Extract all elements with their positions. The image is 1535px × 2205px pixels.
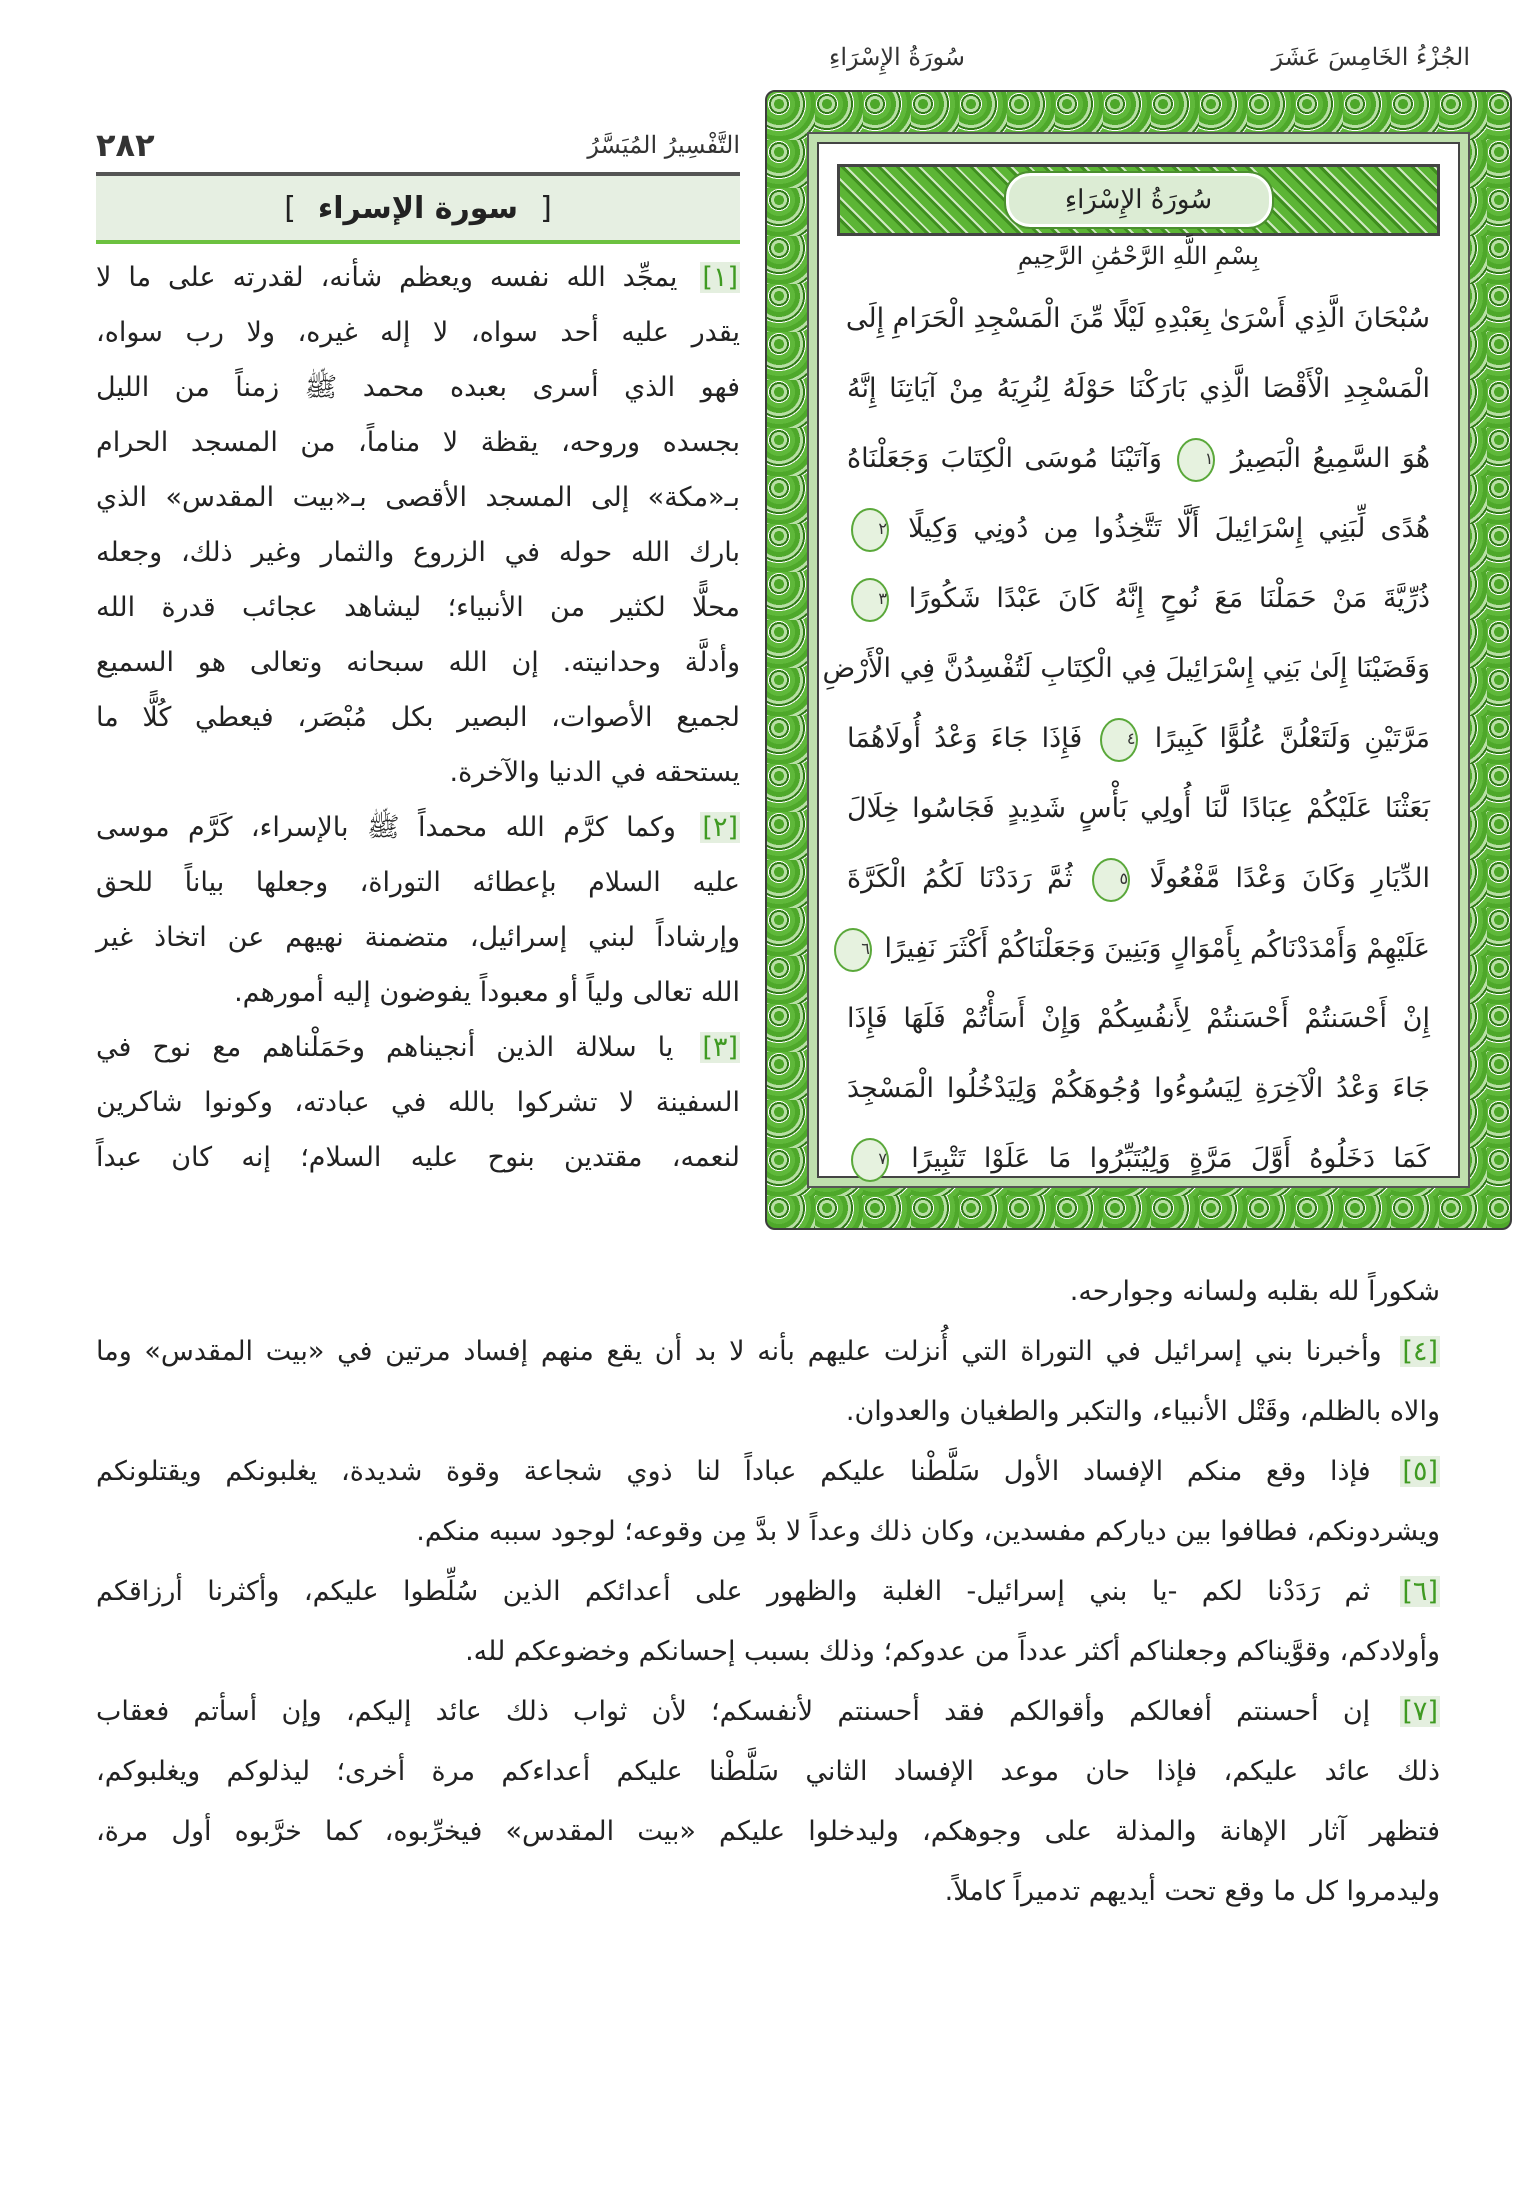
tafsir-line [96, 910, 740, 965]
tafsir-line [96, 1442, 1440, 1502]
quran-text: ثُمَّ رَدَدْنَا لَكُمُ الْكَرَّةَ [847, 863, 1073, 894]
quran-text: إِنْ أَحْسَنتُمْ أَحْسَنتُمْ لِأَنفُسِكُمْ وَإِنْ أَسَأْتُمْ فَلَهَا فَإِذَا [847, 1003, 1430, 1034]
tafsir-text: والاه بالظلم، وقَتْل الأنبياء، والتكبر والطغيان والعدوان. [845, 1396, 1440, 1427]
quran-line [847, 494, 1430, 564]
tafsir-line [96, 1562, 1440, 1622]
tafsir-text: شكوراً لله بقلبه ولسانه وجوارحه. [1069, 1276, 1440, 1307]
tafsir-line [96, 1075, 740, 1130]
quran-line [847, 914, 1430, 984]
tafsir-line [96, 580, 740, 635]
tafsir-line [96, 1622, 1440, 1682]
quran-text: فَإِذَا جَاءَ وَعْدُ أُولَاهُمَا [847, 723, 1083, 754]
tafsir-line [96, 1262, 1440, 1322]
tafsir-text: وأدلَّة وحدانيته. إن الله سبحانه وتعالى هو السميع [96, 647, 740, 678]
tafsir-line [96, 1020, 740, 1075]
tafsir-title: التَّفْسِيرُ المُيَسَّرُ [587, 131, 740, 159]
quran-text: هُوَ السَّمِيعُ الْبَصِيرُ [1230, 443, 1430, 474]
tafsir-text: فتظهر آثار الإهانة والمذلة على وجوهكم، وليدخلوا عليكم «بيت المقدس» فيخرِّبوه، كما خرَّبوه أول مرة، [96, 1816, 1440, 1847]
quran-text: مَرَّتَيْنِ وَلَتَعْلُنَّ عُلُوًّا كَبِيرًا [1154, 723, 1430, 754]
verse-number: [٢] [702, 812, 738, 843]
mushaf-page [817, 142, 1460, 1178]
quran-text: عَلَيْهِمْ وَأَمْدَدْنَاكُم بِأَمْوَالٍ وَبَنِينَ وَجَعَلْنَاكُمْ أَكْثَرَ نَفِيرًا [884, 933, 1430, 964]
verse-number: [٣] [702, 1032, 738, 1063]
basmala: بِسْمِ اللَّهِ الرَّحْمَٰنِ الرَّحِيمِ [1017, 242, 1260, 270]
quran-line [847, 354, 1430, 424]
tafsir-text: يا سلالة الذين أنجيناهم وحَمَلْناهم مع نوح في [96, 1032, 674, 1063]
tafsir-line [96, 745, 740, 800]
tafsir-line [96, 305, 740, 360]
tafsir-text: ويشردونكم، فطافوا بين دياركم مفسدين، وكان ذلك وعداً لا بدَّ مِن وقوعه؛ لوجود سببه منكم. [416, 1516, 1440, 1547]
quran-line [847, 1054, 1430, 1124]
tafsir-text: يمجِّد الله نفسه ويعظم شأنه، لقدرته على ما لا [96, 262, 678, 293]
tafsir-text: لجميع الأصوات، البصير بكل مُبْصَر، فيعطي كُلًّا ما [96, 702, 740, 733]
verse-number: [٥] [1402, 1456, 1438, 1487]
ayah-number-marker: ٢ [851, 508, 889, 552]
tafsir-text: وليدمروا كل ما وقع تحت أيديهم تدميراً كاملاً. [944, 1876, 1440, 1907]
tafsir-column [96, 250, 740, 1185]
bracket-open: [ [540, 190, 552, 226]
tafsir-text: وكما كرَّم الله محمداً ﷺ بالإسراء، كَرَّم موسى [96, 812, 676, 843]
quran-text: الدِّيَارِ وَكَانَ وَعْدًا مَّفْعُولًا [1149, 863, 1430, 894]
tafsir-text: ثم رَدَدْنا لكم -يا بني إسرائيل- الغلبة والظهور على أعدائكم الذين سُلِّطوا عليكم، وأكثرنا أرزاقكم [96, 1576, 1370, 1607]
tafsir-line [96, 1682, 1440, 1742]
ayah-number-marker: ٦ [834, 928, 872, 972]
tafsir-line [96, 635, 740, 690]
juz-header: الجُزْءُ الخَامِسَ عَشَرَ [1271, 43, 1470, 71]
surah-banner-title: سُورَةُ الإِسْرَاءِ [1006, 173, 1272, 227]
tafsir-full-width [96, 1262, 1440, 1922]
tafsir-text: ذلك عائد عليكم، فإذا حان موعد الإفساد الثاني سَلَّطْنا عليكم أعداءكم مرة أخرى؛ ليذلوكم ويغلبوكم، [96, 1756, 1440, 1787]
tafsir-text: فهو الذي أسرى بعبده محمد ﷺ زمناً من الليل [96, 372, 740, 403]
tafsir-text: بـ«مكة» إلى المسجد الأقصى بـ«بيت المقدس» الذي [96, 482, 740, 513]
page-number: ٢٨٢ [96, 126, 155, 164]
tafsir-text: الله تعالى ولياً أو معبوداً يفوضون إليه أمورهم. [234, 977, 740, 1008]
verse-number: [٤] [1402, 1336, 1438, 1367]
quran-line [822, 634, 1430, 704]
tafsir-text: بارك الله حوله في الزروع والثمار وغير ذلك، وجعله [96, 537, 740, 568]
quran-line [847, 284, 1430, 354]
quran-lines [822, 284, 1430, 1194]
verse-number: [٦] [1402, 1576, 1438, 1607]
quran-line [847, 984, 1430, 1054]
verse-number: [١] [702, 262, 738, 293]
surah-title: سورة الإسراء [317, 190, 519, 226]
quran-line [847, 844, 1430, 914]
tafsir-line [96, 1742, 1440, 1802]
tafsir-line [96, 360, 740, 415]
quran-text: هُدًى لِّبَنِي إِسْرَائِيلَ أَلَّا تَتَّخِذُوا مِن دُونِي وَكِيلًا [908, 513, 1430, 544]
tafsir-line [96, 1502, 1440, 1562]
tafsir-line [96, 1130, 740, 1185]
tafsir-text: فإذا وقع منكم الإفساد الأول سَلَّطْنا عليكم عباداً لنا ذوي شجاعة وقوة شديدة، يغلبونكم ويقتلونكم [96, 1456, 1371, 1487]
quran-line [847, 704, 1430, 774]
tafsir-line [96, 1322, 1440, 1382]
tafsir-line [96, 1862, 1440, 1922]
tafsir-line [96, 800, 740, 855]
frame-border [807, 132, 1470, 1188]
tafsir-text: يستحقه في الدنيا والآخرة. [449, 757, 740, 788]
surah-banner [837, 164, 1440, 236]
tafsir-line [96, 415, 740, 470]
tafsir-text: وأخبرنا بني إسرائيل في التوراة التي أُنزلت عليهم بأنه لا بد أن يقع منهم إفساد مرتين في «بيت المقدس» وما [96, 1336, 1382, 1367]
surah-title-box [96, 172, 740, 244]
quran-line [847, 1124, 1430, 1194]
tafsir-text: عليه السلام بإعطائه التوراة، وجعلها بياناً للحق [96, 867, 740, 898]
tafsir-line [96, 690, 740, 745]
tafsir-line [96, 525, 740, 580]
mushaf-frame [765, 90, 1512, 1230]
ayah-number-marker: ٥ [1092, 858, 1130, 902]
ayah-number-marker: ٤ [1100, 718, 1138, 762]
bracket-close: ] [284, 190, 296, 226]
tafsir-text: السفينة لا تشركوا بالله في عبادته، وكونوا شاكرين [96, 1087, 740, 1118]
tafsir-line [96, 855, 740, 910]
tafsir-text: محلًّا لكثير من الأنبياء؛ ليشاهد عجائب قدرة الله [96, 592, 740, 623]
tafsir-line [96, 470, 740, 525]
tafsir-text: لنعمه، مقتدين بنوح عليه السلام؛ إنه كان عبداً [96, 1142, 740, 1173]
quran-text: سُبْحَانَ الَّذِي أَسْرَىٰ بِعَبْدِهِ لَيْلًا مِّنَ الْمَسْجِدِ الْحَرَامِ إِلَى [845, 303, 1430, 334]
tafsir-line [96, 250, 740, 305]
quran-text: وَآتَيْنَا مُوسَى الْكِتَابَ وَجَعَلْنَاهُ [847, 443, 1162, 474]
ayah-number-marker: ٧ [851, 1138, 889, 1182]
quran-line [847, 564, 1430, 634]
verse-number: [٧] [1402, 1696, 1438, 1727]
tafsir-text: إن أحسنتم أفعالكم وأقوالكم فقد أحسنتم لأنفسكم؛ لأن ثواب ذلك عائد إليكم، وإن أسأتم فعقاب [96, 1696, 1371, 1727]
tafsir-text: وإرشاداً لبني إسرائيل، متضمنة نهيهم عن اتخاذ غير [96, 922, 740, 953]
quran-text: وَقَضَيْنَا إِلَىٰ بَنِي إِسْرَائِيلَ فِي الْكِتَابِ لَتُفْسِدُنَّ فِي الْأَرْضِ [822, 653, 1430, 684]
tafsir-text: بجسده وروحه، يقظة لا مناماً، من المسجد الحرام [96, 427, 740, 458]
quran-text: كَمَا دَخَلُوهُ أَوَّلَ مَرَّةٍ وَلِيُتَبِّرُوا مَا عَلَوْا تَتْبِيرًا [911, 1143, 1430, 1174]
quran-text: ذُرِّيَّةَ مَنْ حَمَلْنَا مَعَ نُوحٍ إِنَّهُ كَانَ عَبْدًا شَكُورًا [908, 583, 1430, 614]
tafsir-line [96, 1802, 1440, 1862]
ayah-number-marker: ١ [1177, 438, 1215, 482]
quran-line [847, 424, 1430, 494]
tafsir-text: يقدر عليه أحد سواه، لا إله غيره، ولا رب سواه، [96, 317, 740, 348]
tafsir-text: وأولادكم، وقوَّيناكم وجعلناكم أكثر عدداً من عدوكم؛ وذلك بسبب إحسانكم وخضوعكم لله. [465, 1636, 1440, 1667]
quran-text: جَاءَ وَعْدُ الْآخِرَةِ لِيَسُوءُوا وُجُوهَكُمْ وَلِيَدْخُلُوا الْمَسْجِدَ [847, 1073, 1430, 1104]
surah-header: سُورَةُ الإِسْرَاءِ [829, 43, 965, 71]
tafsir-line [96, 1382, 1440, 1442]
quran-text: بَعَثْنَا عَلَيْكُمْ عِبَادًا لَّنَا أُولِي بَأْسٍ شَدِيدٍ فَجَاسُوا خِلَالَ [847, 793, 1430, 824]
quran-text: الْمَسْجِدِ الْأَقْصَا الَّذِي بَارَكْنَا حَوْلَهُ لِنُرِيَهُ مِنْ آيَاتِنَا إِنَّهُ [847, 373, 1430, 404]
ayah-number-marker: ٣ [851, 578, 889, 622]
tafsir-line [96, 965, 740, 1020]
quran-line [847, 774, 1430, 844]
